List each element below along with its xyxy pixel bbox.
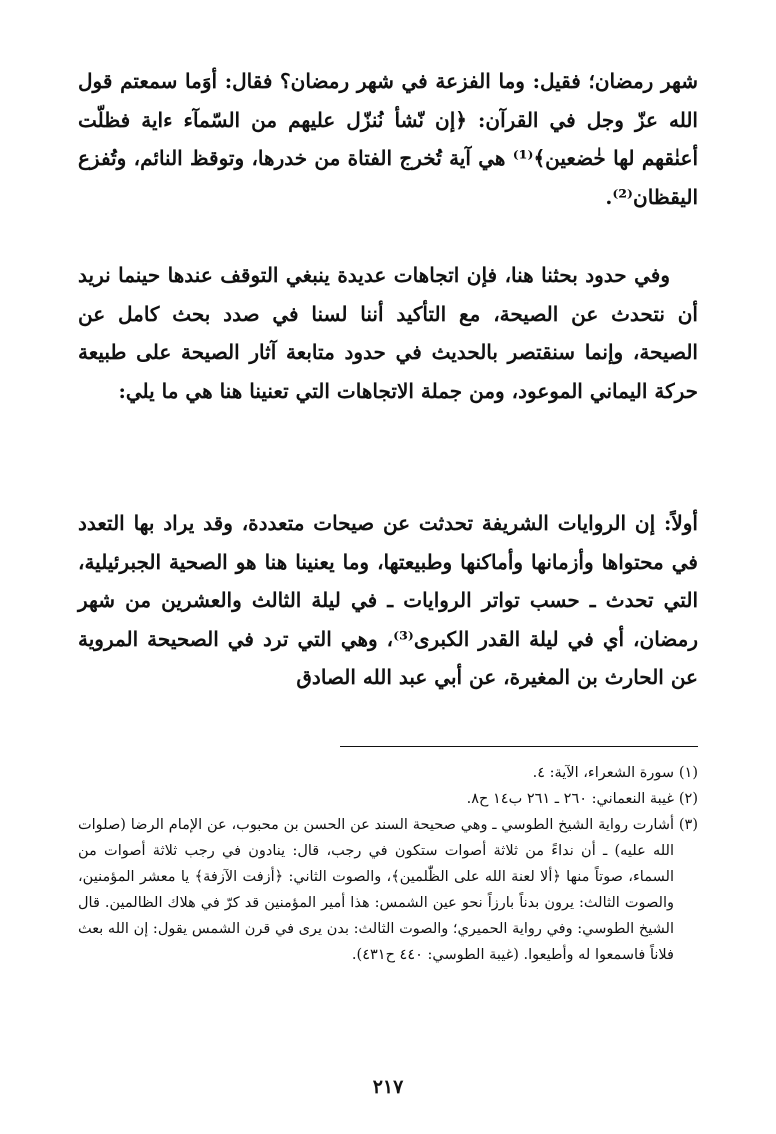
footnote-1 [78,760,698,786]
paragraph-continued: شهر رمضان؛ فقيل: وما الفزعة في شهر رمضان؟ فقال: أوَما سمعتم قول الله عزّ وجل في القرآن: ﴿إن نّشأ نُنزّل عليهم من السّمآء ءاية فظلّت أعنٰقهم لها خٰضعين﴾⁽¹⁾ هي آية تُخرج الفتاة من خدرها، وتوقظ النائم، وتُفزع اليقظان⁽²⁾. [78,69,698,209]
footnote-3-text: أشارت رواية الشيخ الطوسي ـ وهي صحيحة السند عن الحسن بن محبوب، عن الإمام الرضا (صلوات الله عليه) ـ أن نداءً من ثلاثة أصوات ستكون في رجب، قال: ينادون في رجب ثلاثة أصوات من السماء، صوتاً منها ﴿ألا لعنة الله على الظّٰلمين﴾، والصوت الثاني: ﴿أزفت الآزفة﴾ يا معشر المؤمنين، والصوت الثالث: يرون بدناً بارزاً نحو عين الشمس: هذا أمير المؤمنين قد كرّ في هلاك الظالمين. قال الشيخ الطوسي: وفي رواية الحميري؛ والصوت الثالث: بدن يرى في قرن الشمس يقول: إن الله بعث فلاناً فاسمعوا له وأطيعوا. (غيبة الطوسي: ٤٤٠ ح٤٣١). [78,817,674,963]
footnote-divider [340,746,698,747]
footnote-2 [78,786,698,812]
first-point-lead: أولاً: [663,511,698,535]
footnote-1-number: (١) [678,765,698,781]
footnote-3 [78,812,698,968]
footnote-2-text: غيبة النعماني: ٢٦٠ ـ ٢٦١ ب١٤ ح٨. [466,791,674,807]
page-number: ٢١٧ [372,1076,404,1098]
footnotes [78,760,698,968]
first-point-text: إن الروايات الشريفة تحدثت عن صيحات متعددة، وقد يراد بها التعدد في محتواها وأزمانها وأماكنها وطبيعتها، وما يعنينا هنا هو الصحية الجبرئيلية، التي تحدث ـ حسب تواتر الروايات ـ في ليلة الثالث والعشرين من شهر رمضان، أي في ليلة القدر الكبرى⁽³⁾، وهي التي ترد في الصحيحة المروية عن الحارث بن المغيرة، عن أبي عبد الله الصادق [78,511,698,689]
footnote-3-number: (٣) [678,817,698,833]
paragraph-directions [78,256,698,410]
footnote-1-text: سورة الشعراء، الآية: ٤. [532,765,674,781]
footnote-2-number: (٢) [678,791,698,807]
paragraph-first-point [78,504,698,697]
paragraph-directions-text: وفي حدود بحثنا هنا، فإن اتجاهات عديدة ينبغي التوقف عندها حينما نريد أن نتحدث عن الصيحة، مع التأكيد أننا لسنا في صدد بحث كامل عن الصيحة، وإنما سنقتصر بالحديث في حدود متابعة آثار الصيحة على طبيعة حركة اليماني الموعود، ومن جملة الاتجاهات التي تعنينا هنا هي ما يلي: [78,263,698,403]
